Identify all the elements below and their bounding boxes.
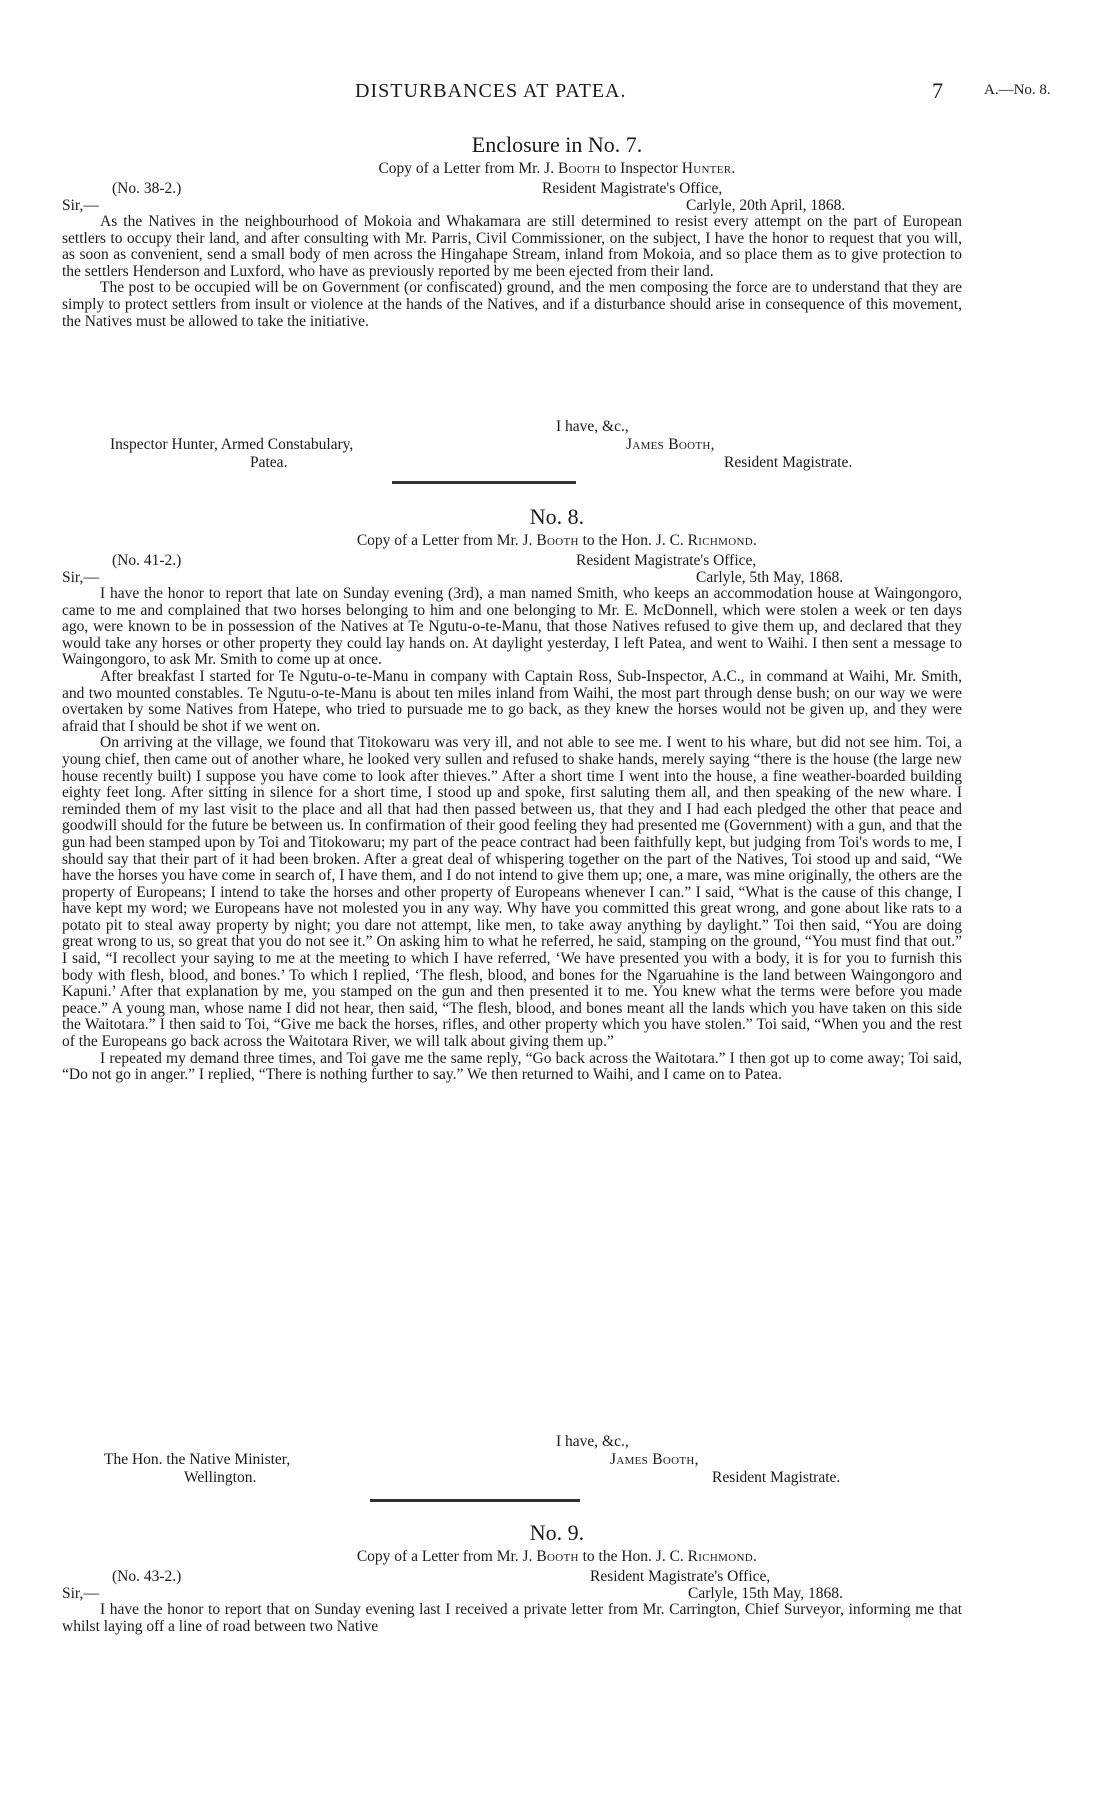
copy-line-middle: to the Hon. J. C. (582, 532, 684, 549)
copy-line-recipient: Richmond. (687, 532, 758, 549)
copy-line-middle: to Inspector (604, 160, 678, 177)
letter-body-2 (62, 586, 962, 1084)
addressee-line-2: Patea. (250, 454, 288, 471)
copy-line-author: Booth (536, 532, 579, 549)
letter-office: Resident Magistrate's Office, (576, 552, 757, 569)
paper-reference: A.—No. 8. (984, 82, 1051, 98)
copy-line-prefix: Copy of a Letter from Mr. J. (378, 160, 555, 177)
letter-salutation: Sir,— (62, 197, 99, 214)
letter-closing: I have, &c., (556, 1433, 629, 1450)
addressee-line-1: The Hon. the Native Minister, (104, 1451, 291, 1468)
page-number: 7 (932, 78, 943, 103)
copy-line-prefix: Copy of a Letter from Mr. J. (356, 1548, 533, 1565)
letter-salutation: Sir,— (62, 1585, 99, 1602)
letter-place-date: Carlyle, 20th April, 1868. (686, 197, 846, 214)
addressee-line-1: Inspector Hunter, Armed Constabulary, (110, 436, 354, 453)
paragraph: On arriving at the village, we found that Titokowaru was very ill, and not able to see me. I went to his whare, but did not see him. Toi, a young chief, then came out of another whare, he looked very sullen and refused to shake hands, merely saying “there is the house (the large new house recently built) I suppose you have come to look after thieves.” After a short time I went into the house, a fine weather-boarded building eighty feet long. After sitting in silence for a short time, I stood up and spoke, first saluting them all, and then speaking of the new whare. I reminded them of my last visit to the place and all that had then passed between us, that they and I had each pledged the other that peace and goodwill should for the future be between us. In confirmation of their good feeling they had presented me (Government) with a gun, and that the gun had been stamped upon by Toi and Titokowaru; my part of the peace contract had been faithfully kept, but judging from Toi's words to me, I should say that their part of it had been broken. After a great deal of whispering together on the part of the Natives, Toi stood up and said, “We have the horses you have come in search of, I have them, and I do not intend to give them up; one, a mare, was mine originally, the others are the property of Europeans; I intend to take the horses and other property of Europeans whenever I can.” I said, “What is the cause of this change, I have kept my word; we Europeans have not molested you in any way. Why have you committed this great wrong, and gone about like rats to a potato pit to steal away property by night; you dare not attempt, like men, to take away anything by daylight.” Toi then said, “You are doing great wrong to us, so great that you do not see it.” On asking him to what he referred, he said, stamping on the ground, “You must find that out.” I said, “I recollect your saying to me at the meeting to which I have referred, ‘We have presented you with a body, it is for you to furnish this body with flesh, blood, and bones.’ To which I replied, ‘The flesh, blood, and bones for the Ngaruahine is the land between Waingongoro and Kapuni.’ After that explanation by me, you stamped on the gun and then presented it to me. You knew what the terms were before you made peace.” A young man, whose name I did not hear, then said, “The flesh, blood, and bones meant all the lands which you have taken on this side the Waitotara.” I then said to Toi, “Give me back the horses, rifles, and other property which you have stolen.” Toi said, “When you and the rest of the Europeans go back across the Waitotara River, we will talk about giving them up.” (62, 734, 962, 1051)
copy-line-prefix: Copy of a Letter from Mr. J. (356, 532, 533, 549)
running-title: DISTURBANCES AT PATEA. (355, 80, 627, 102)
letter-place-date: Carlyle, 15th May, 1868. (688, 1585, 843, 1602)
letter-place-date: Carlyle, 5th May, 1868. (696, 569, 844, 586)
letter-ref-number: (No. 43-2.) (112, 1568, 182, 1585)
paragraph: I have the honor to report that on Sunday evening last I received a private letter from Mr. Carrington, Chief Surveyor, informing me that whilst laying off a line of road between two Native (62, 1601, 962, 1635)
copy-line-2 (0, 532, 1114, 550)
signature-name: James Booth, (610, 1451, 699, 1468)
copy-line-author: Booth (557, 160, 601, 177)
signature-title: Resident Magistrate. (724, 454, 853, 471)
section-divider (370, 1499, 580, 1502)
letter-ref-number: (No. 41-2.) (112, 552, 182, 569)
section-divider (392, 481, 576, 484)
section-heading-enclosure: Enclosure in No. 7. (471, 132, 643, 157)
letter-body-1 (62, 214, 962, 330)
letter-office: Resident Magistrate's Office, (542, 180, 723, 197)
paragraph: I have the honor to report that late on Sunday evening (3rd), a man named Smith, who keeps an accommodation house at Waingongoro, came to me and complained that two horses belonging to him and one belonging to Mr. E. McDonnell, which were stolen a week or ten days ago, were known to be in possession of the Natives at Te Ngutu-o-te-Manu, that those Natives refused to give them up, and declared that they would take any horses or other property they could lay hands on. At daylight yesterday, I left Patea, and went to Waihi. I then sent a message to Waingongoro, to ask Mr. Smith to come up at once. (62, 585, 962, 669)
section-heading-no-9: No. 9. (529, 1520, 585, 1545)
paragraph: As the Natives in the neighbourhood of Mokoia and Whakamara are still determined to resist every attempt on the part of European settlers to occupy their land, and after consulting with Mr. Parris, Civil Commissioner, on the subject, I have the honor to request that you will, as soon as convenient, send a small body of men across the Hingahape Stream, inland from Mokoia, and so place them as to give protection to the settlers Henderson and Luxford, who have as previously reported by me been ejected from their land. (62, 213, 962, 280)
copy-line-recipient: Hunter. (681, 160, 736, 177)
letter-body-3 (62, 1602, 962, 1635)
copy-line-author: Booth (536, 1548, 579, 1565)
signature-title: Resident Magistrate. (712, 1469, 841, 1486)
paragraph: The post to be occupied will be on Government (or confiscated) ground, and the men composing the force are to understand that they are simply to protect settlers from insult or violence at the hands of the Natives, and if a disturbance should arise in consequence of this movement, the Natives must be allowed to take the initiative. (62, 279, 962, 330)
copy-line-3 (0, 1548, 1114, 1566)
letter-office: Resident Magistrate's Office, (590, 1568, 771, 1585)
signature-name: James Booth, (626, 436, 715, 453)
addressee-line-2: Wellington. (184, 1469, 257, 1486)
copy-line-recipient: Richmond. (687, 1548, 758, 1565)
letter-ref-number: (No. 38-2.) (112, 180, 182, 197)
copy-line-middle: to the Hon. J. C. (582, 1548, 684, 1565)
paragraph: I repeated my demand three times, and Toi gave me the same reply, “Go back across the Waitotara.” I then got up to come away; Toi said, “Do not go in anger.” I replied, “There is nothing further to say.” We then returned to Waihi, and I came on to Patea. (62, 1049, 962, 1084)
section-heading-no-8: No. 8. (529, 504, 585, 529)
letter-salutation: Sir,— (62, 569, 99, 586)
copy-line-1 (0, 160, 1114, 178)
paragraph: After breakfast I started for Te Ngutu-o-te-Manu in company with Captain Ross, Sub-Inspector, A.C., in command at Waihi, Mr. Smith, and two mounted constables. Te Ngutu-o-te-Manu is about ten miles inland from Waihi, the most part through dense bush; on our way we were overtaken by some Natives from Hatepe, who tried to pursuade me to go back, as they knew the horses would not be given up, and they were afraid that I should be shot if we went on. (62, 667, 962, 735)
running-head (0, 80, 1114, 110)
letter-closing: I have, &c., (556, 418, 629, 435)
